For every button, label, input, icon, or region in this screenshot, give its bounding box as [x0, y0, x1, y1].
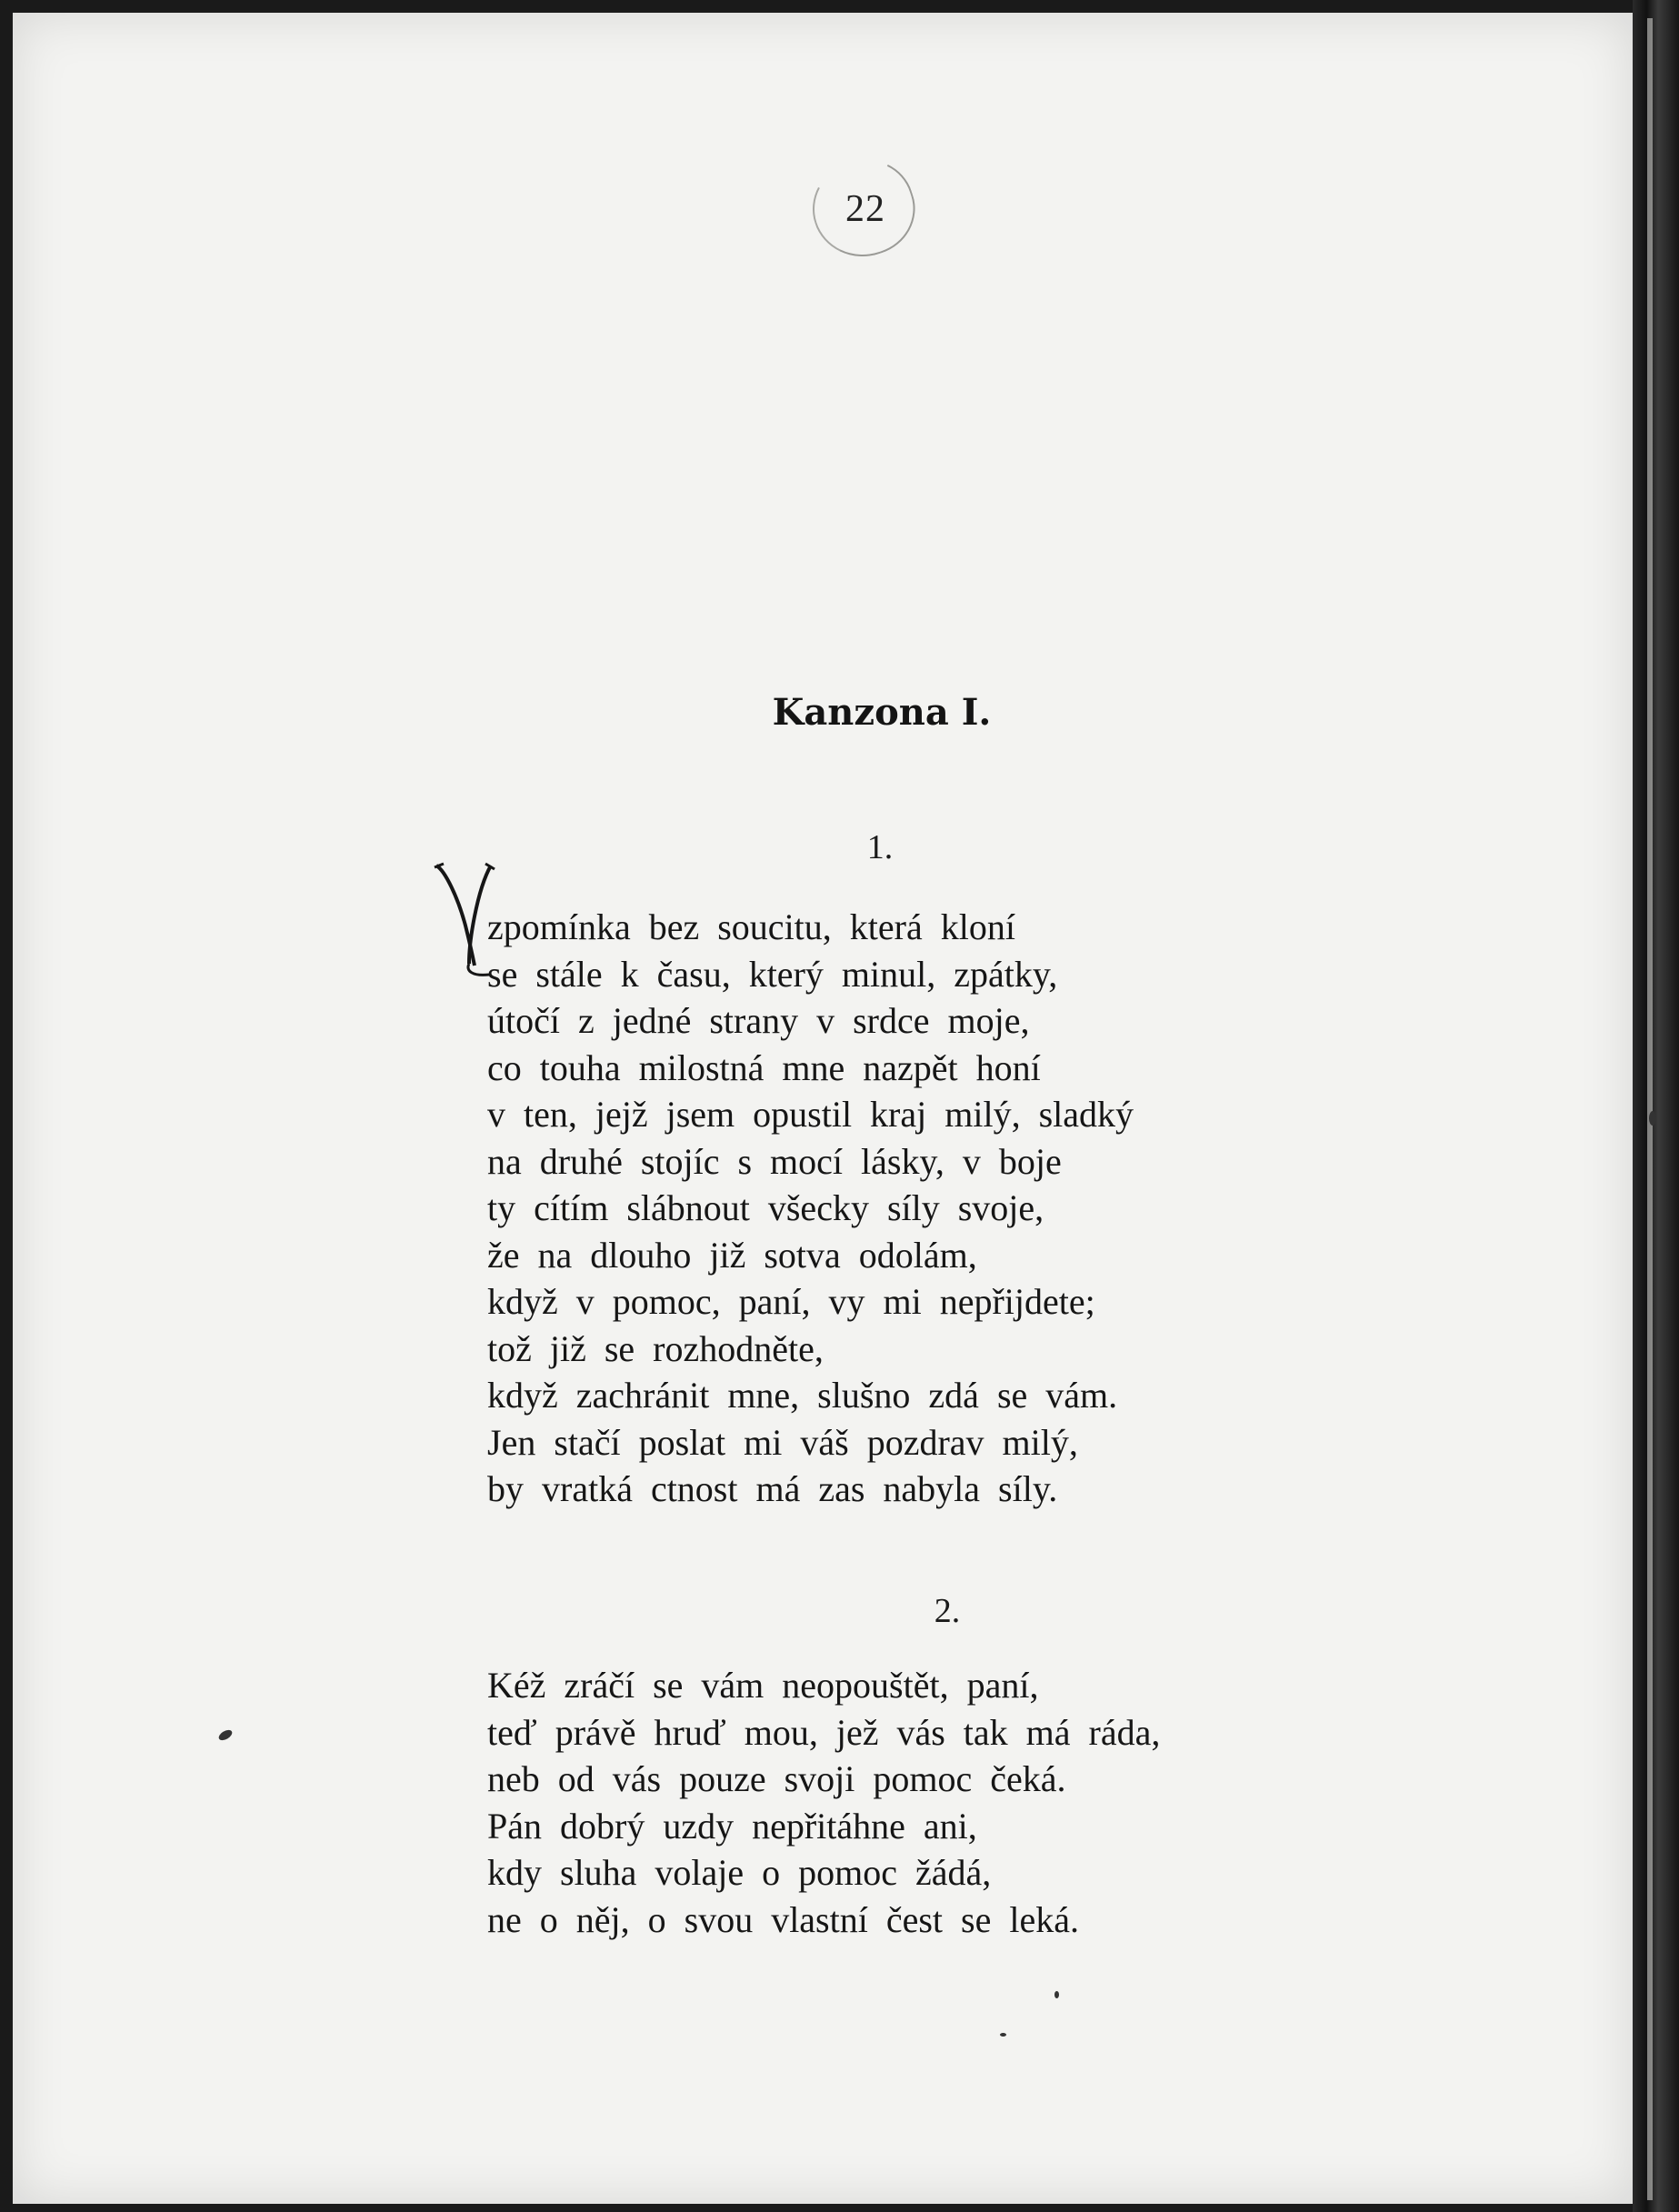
poem-line: Pán dobrý uzdy nepřitáhne ani, [487, 1805, 977, 1847]
page-number-block [809, 153, 922, 260]
stanza-number-1: 1. [866, 828, 894, 866]
poem-line: ne o něj, o svou vlastní čest se leká. [487, 1898, 1079, 1940]
page-number: 22 [845, 188, 885, 230]
poem-line: se stále k času, který minul, zpátky, [487, 953, 1058, 995]
stanza-2 [487, 1662, 1160, 1943]
poem-line: co touha milostná mne nazpět honí [487, 1046, 1041, 1088]
poem-line: útočí z jedné strany v srdce moje, [487, 1000, 1030, 1041]
stanza-number-2: 2. [934, 1592, 961, 1630]
poem-line: když v pomoc, paní, vy mi nepřijdete; [487, 1281, 1095, 1322]
ink-speck [1054, 1991, 1059, 1998]
poem-line: Jen stačí poslat mi váš pozdrav milý, [487, 1421, 1078, 1463]
stanza-1 [487, 904, 1134, 1513]
poem-line: kdy sluha volaje o pomoc žádá, [487, 1852, 992, 1893]
poem-line: že na dlouho již sotva odolám, [487, 1234, 977, 1276]
poem-line: na druhé stojíc s mocí lásky, v boje [487, 1140, 1062, 1182]
poem-title: Kanzona I. [772, 691, 992, 734]
page-edge-shadow [1633, 0, 1679, 2212]
poem-line: neb od vás pouze svoji pomoc čeká. [487, 1758, 1066, 1799]
poem-line: teď právě hruď mou, jež vás tak má ráda, [487, 1711, 1161, 1753]
poem-line: v ten, jejž jsem opustil kraj milý, sladký [487, 1094, 1134, 1135]
poem-line: tož již se rozhodněte, [487, 1327, 824, 1369]
ink-speck [1649, 1111, 1656, 1126]
poem-line: by vratká ctnost má zas nabyla síly. [487, 1468, 1058, 1509]
page-edge-strip [1647, 18, 1653, 2200]
poem-line: ty cítím slábnout všecky síly svoje, [487, 1187, 1044, 1228]
poem-line: Kéž zráčí se vám neopouštět, paní, [487, 1665, 1039, 1706]
poem-line: zpomínka bez soucitu, která kloní [487, 906, 1015, 947]
poem-line: když zachránit mne, slušno zdá se vám. [487, 1375, 1118, 1416]
ink-speck [1000, 2033, 1006, 2037]
